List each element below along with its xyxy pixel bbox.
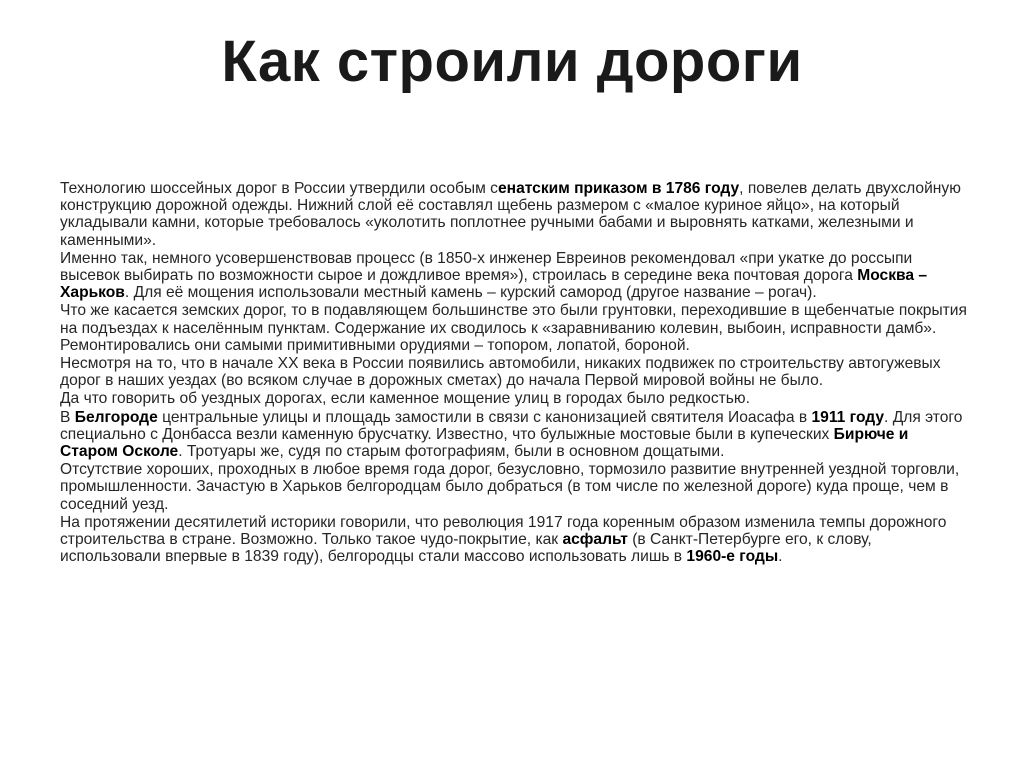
paragraph [60,514,970,566]
bold-run: Москва – Харьков [60,267,928,302]
bold-run: Белгороде [74,408,158,426]
text-run: Именно так, немного усовершенствовав процесс (в 1850-х инженер Евреинов рекомендовал «при укатке до россыпи высевок выбирать по возможности сырое и дождливое время»), строилась в середине века почтовая дорога [60,249,913,285]
bold-run: Бирюче и Старом Осколе [60,425,909,461]
text-run: . Для этого специально с Донбасса везли каменную брусчатку. Известно, что булыжные мостовые были в купеческих [60,408,963,443]
text-run: Да что говорить об уездных дорогах, если каменное мощение улиц в городах было редкостью. [60,390,750,408]
text-run: , повелев делать двухслойную конструкцию дорожной одежды. Нижний слой её составлял щебень размером с «малое куриное яйцо», на который укладывали камни, которые требовалось «уколотить поплотнее ручными бабами и выровнять катками, железными и каменными». [60,180,961,249]
text-run: . [778,548,783,566]
text-run: Несмотря на то, что в начале XX века в России появились автомобили, никаких подвижек по строительству автогужевых дорог в наших уездах (во всяком случае в дорожных сметах) до начала Первой мировой войны не было. [60,355,941,390]
body-text [60,180,970,566]
paragraph [60,390,970,407]
text-run: . Для её мощения использовали местный камень – курский самород (другое название – рогач). [124,284,817,302]
bold-run: 1960-е годы [686,548,779,566]
paragraph [60,250,970,302]
bold-run: асфальт [562,531,628,549]
paragraph [60,302,970,354]
text-run: В [60,408,75,426]
text-run: Что же касается земских дорог, то в подавляющем большинстве это были грунтовки, переходившие в щебенчатые покрытия на подъездах к населённым пунктам. Содержание их сводилось к «заравниванию колевин, выбоин, исправности дамб». Ремонтировались они самыми примитивными орудиями – топором, лопатой, бороной. [60,302,967,354]
text-run: На протяжении десятилетий историки говорили, что революция 1917 года коренным образом изменила темпы дорожного строительства в стране. Возможно. Только такое чудо-покрытие, как [60,513,947,549]
bold-run: енатским приказом в 1786 году [497,180,740,197]
text-run: Отсутствие хороших, проходных в любое время года дорог, безусловно, тормозило развитие внутренней уездной торговли, промышленности. Зачастую в Харьков белгородцам было добраться (в том числе по железной дороге) куда проще, чем в соседний уезд. [60,461,960,513]
page-title: Как строили дороги [221,29,803,94]
paragraph [60,180,970,249]
text-run: центральные улицы и площадь замостили в связи с канонизацией святителя Иоасафа в [157,408,812,426]
bold-run: 1911 году [811,408,885,426]
text-run: (в Санкт-Петербурге его, к слову, использовали впервые в 1839 году), белгородцы стали массово использовать лишь в [60,531,872,566]
text-run: Технологию шоссейных дорог в России утвердили особым с [60,180,498,197]
paragraph [60,461,970,513]
paragraph [60,355,970,389]
paragraph [60,409,970,461]
text-run: . Тротуары же, судя по старым фотографиям, были в основном дощатыми. [178,443,725,461]
